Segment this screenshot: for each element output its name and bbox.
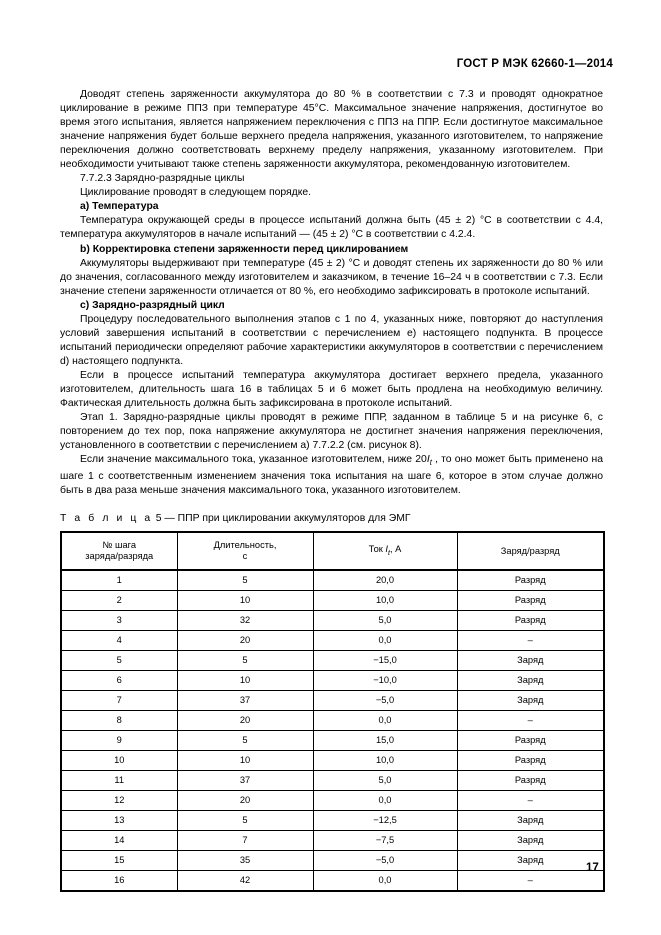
cell-duration: 42 — [177, 871, 313, 892]
table-row — [61, 611, 604, 631]
cell-duration: 32 — [177, 611, 313, 631]
cell-current: −7,5 — [313, 831, 457, 851]
cell-current: 5,0 — [313, 611, 457, 631]
cell-mode: Разряд — [457, 731, 604, 751]
cell-mode: Заряд — [457, 671, 604, 691]
column-header-step-number — [61, 532, 177, 570]
header-line-1: Длительность, — [213, 540, 277, 550]
cell-current: 5,0 — [313, 771, 457, 791]
cell-step: 6 — [61, 671, 177, 691]
table-row — [61, 791, 604, 811]
table-row — [61, 651, 604, 671]
column-header-current — [313, 532, 457, 570]
table-caption — [60, 513, 411, 524]
cell-duration: 20 — [177, 631, 313, 651]
table-row — [61, 691, 604, 711]
cell-step: 15 — [61, 851, 177, 871]
paragraph-max-current — [60, 453, 603, 498]
cell-step: 11 — [61, 771, 177, 791]
cell-mode: Разряд — [457, 611, 604, 631]
page-number: 17 — [586, 862, 599, 874]
cell-duration: 20 — [177, 711, 313, 731]
cell-duration: 10 — [177, 671, 313, 691]
table-row — [61, 671, 604, 691]
cell-mode: – — [457, 791, 604, 811]
table-body — [61, 570, 604, 891]
table-row — [61, 631, 604, 651]
header-line-2: с — [242, 551, 248, 561]
cell-current: −12,5 — [313, 811, 457, 831]
cell-current: 0,0 — [313, 791, 457, 811]
cell-duration: 37 — [177, 691, 313, 711]
document-body — [60, 88, 603, 498]
paragraph-stage-1: Этап 1. Зарядно-разрядные циклы проводят в режиме ППР, заданном в таблице 5 и на рисунке 6, с повторением до тех пор, пока напряжение аккумулятора не достигнет значения напряжения переключения, установленного в соответствии с перечислением a) 7.7.2.2 (см. рисунок 8). — [60, 412, 603, 452]
cell-current: −10,0 — [313, 671, 457, 691]
table-row — [61, 751, 604, 771]
cell-step: 7 — [61, 691, 177, 711]
cell-mode: Разряд — [457, 751, 604, 771]
paragraph-temperature-limit: Если в процессе испытаний температура аккумулятора достигает верхнего предела, указанного изготовителем, длительность шага 16 в таблицах 5 и 6 может быть продлена на необходимую величину. Фактическая длительность должна быть зафиксирована в протоколе испытаний. — [60, 369, 603, 410]
cell-step: 5 — [61, 651, 177, 671]
cell-mode: Заряд — [457, 831, 604, 851]
max-current-text-before: Если значение максимального тока, указанное изготовителем, ниже 20 — [80, 454, 427, 466]
cell-current: 0,0 — [313, 871, 457, 892]
cell-current: −15,0 — [313, 651, 457, 671]
cell-duration: 10 — [177, 591, 313, 611]
cell-step: 16 — [61, 871, 177, 892]
cell-mode: – — [457, 631, 604, 651]
item-a-heading-temperature: a) Температура — [80, 201, 159, 213]
paragraph-soc-80: Доводят степень заряженности аккумулятора до 80 % в соответствии с 7.3 и проводят однократное циклирование в режиме ППЗ при температуре 45°C. Максимальное значение напряжения, достигнутое во время этого испытания, является напряжением переключения с ППЗ на ППР. Если достигнутое максимальное значение напряжения будет больше верхнего предела напряжения, указанного изготовителем, то напряжение переключения должно соответствовать верхнему пределу напряжения, указанному изготовителем. При необходимости учитывают также степень заряженности аккумулятора, рекомендованную изготовителем. — [60, 89, 603, 171]
item-b-text-soc-adjustment: Аккумуляторы выдерживают при температуре (45 ± 2) °C и доводят степень их заряженности до 80 % или до значения, согласованного между изготовителем и заказчиком, в течение 16–24 ч в соответствии с 7.3. Если значение степени заряженности отличается от 80 %, его необходимо зафиксировать в протоколе испытаний. — [60, 257, 603, 297]
current-symbol-it: $I_t$ — [385, 543, 390, 557]
header-line-1: № шага — [102, 540, 137, 550]
cell-current: 20,0 — [313, 570, 457, 591]
cell-current: 15,0 — [313, 731, 457, 751]
item-c-text-charge-discharge-cycle: Процедуру последовательного выполнения этапов с 1 по 4, указанных ниже, повторяют до наступления условий завершения испытаний в соответствии с перечислением e) настоящего подпункта. В процессе испытаний периодически определяют рабочие характеристики аккумуляторов в соответствии с перечислением d) настоящего подпункта. — [60, 313, 603, 367]
cell-mode: Разряд — [457, 570, 604, 591]
table-row — [61, 711, 604, 731]
cell-step: 10 — [61, 751, 177, 771]
cell-mode: Заряд — [457, 851, 604, 871]
table-row — [61, 771, 604, 791]
section-intro-cycling-order: Циклирование проводят в следующем порядке. — [80, 187, 312, 199]
table-row — [61, 851, 604, 871]
item-a-text-temperature: Температура окружающей среды в процессе испытаний должна быть (45 ± 2) °C в соответствии с 4.4, температура аккумуляторов в начале испытаний — (45 ± 2) °C в соответствии с 4.2.4. — [60, 215, 603, 241]
cell-duration: 37 — [177, 771, 313, 791]
table-row — [61, 811, 604, 831]
current-symbol-it: $I_t$ — [426, 454, 432, 468]
item-b-heading-soc-adjustment: b) Корректировка степени заряженности перед циклированием — [80, 243, 409, 255]
cell-duration: 7 — [177, 831, 313, 851]
column-header-charge-discharge — [457, 532, 604, 570]
cell-current: 10,0 — [313, 751, 457, 771]
cell-step: 4 — [61, 631, 177, 651]
header-line-1: Ток $I_t$, А — [368, 543, 402, 557]
cell-mode: Заряд — [457, 811, 604, 831]
cell-mode: – — [457, 711, 604, 731]
cell-duration: 5 — [177, 811, 313, 831]
table-header-row — [61, 532, 604, 570]
cell-step: 2 — [61, 591, 177, 611]
cell-step: 8 — [61, 711, 177, 731]
cell-step: 9 — [61, 731, 177, 751]
cell-step: 13 — [61, 811, 177, 831]
table-ppr-cycling — [60, 531, 605, 892]
table-caption-label: Т а б л и ц а — [60, 513, 153, 524]
cell-duration: 5 — [177, 570, 313, 591]
cell-mode: Заряд — [457, 651, 604, 671]
cell-step: 1 — [61, 570, 177, 591]
cell-duration: 20 — [177, 791, 313, 811]
cell-current: 0,0 — [313, 631, 457, 651]
page-header-standard-number: ГОСТ Р МЭК 62660-1—2014 — [456, 58, 613, 70]
cell-step: 3 — [61, 611, 177, 631]
section-heading-7-7-2-3: 7.7.2.3 Зарядно-разрядные циклы — [80, 173, 245, 185]
cell-current: 10,0 — [313, 591, 457, 611]
cell-current: −5,0 — [313, 691, 457, 711]
cell-duration: 5 — [177, 651, 313, 671]
cell-mode: Разряд — [457, 771, 604, 791]
cell-mode: Разряд — [457, 591, 604, 611]
header-line-1: Заряд/разряд — [500, 545, 560, 556]
header-line-2: заряда/разряда — [85, 551, 154, 561]
table-caption-number: 5 — [155, 513, 162, 524]
table-row — [61, 570, 604, 591]
cell-mode: Заряд — [457, 691, 604, 711]
cell-duration: 10 — [177, 751, 313, 771]
column-header-duration — [177, 532, 313, 570]
cell-duration: 35 — [177, 851, 313, 871]
table-row — [61, 831, 604, 851]
max-current-text-after: , то оно может быть применено на шаге 1 с соответственным изменением значения тока испытания на шаге 6, которое в этом случае должно быть в два раза меньше значения максимального тока, указанного изготовителем. — [60, 454, 603, 497]
cell-current: 0,0 — [313, 711, 457, 731]
cell-step: 12 — [61, 791, 177, 811]
cell-duration: 5 — [177, 731, 313, 751]
table-row — [61, 731, 604, 751]
table-row — [61, 591, 604, 611]
cell-mode: – — [457, 871, 604, 892]
item-c-heading-charge-discharge-cycle: c) Зарядно-разрядный цикл — [80, 299, 225, 311]
cell-step: 14 — [61, 831, 177, 851]
table-row — [61, 871, 604, 892]
table-caption-text: — ППР при циклировании аккумуляторов для ЭМГ — [164, 513, 411, 524]
cell-current: −5,0 — [313, 851, 457, 871]
